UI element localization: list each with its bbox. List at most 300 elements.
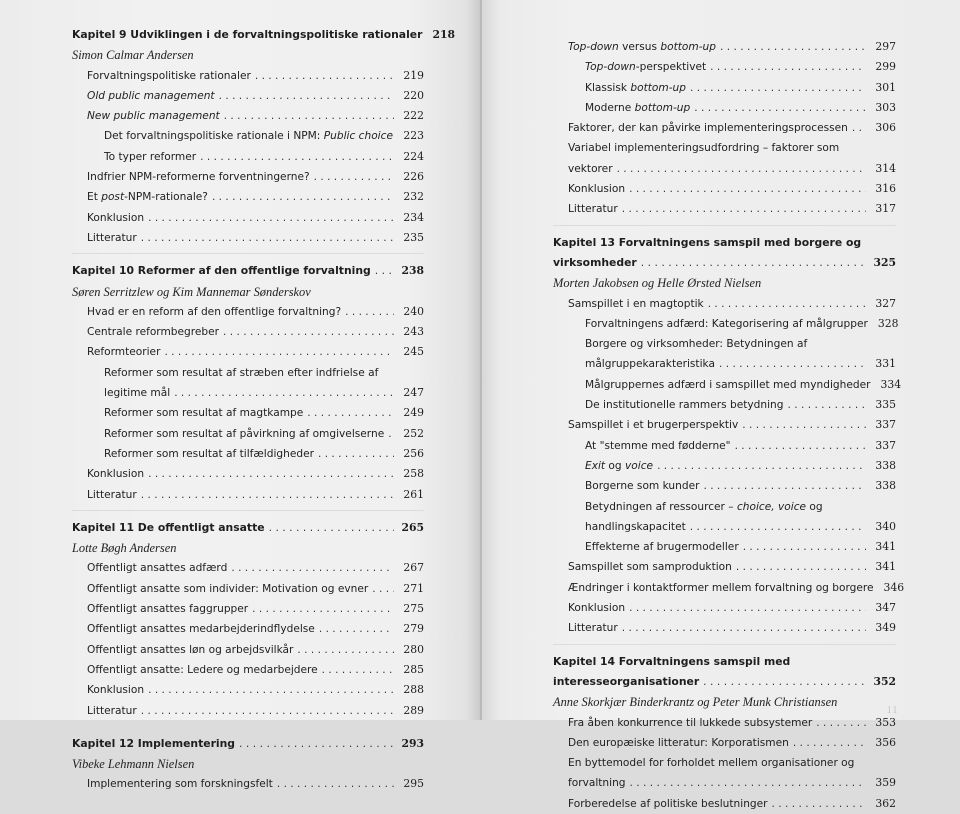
leader-line: [87, 464, 424, 484]
entry-title: [87, 322, 219, 342]
dot-leader: [735, 436, 866, 456]
entry-text-part: Top-down: [585, 61, 636, 74]
toc-entry[interactable]: [72, 342, 424, 362]
page-number: 359: [875, 776, 896, 790]
leader-line: [104, 383, 424, 403]
entry-text-part: Offentligt ansattes løn og arbejdsvilkår: [87, 643, 294, 656]
entry-title: interesseorganisationer: [553, 674, 700, 688]
page-number: 340: [875, 519, 896, 533]
chapter-heading[interactable]: [72, 518, 424, 538]
toc-entry[interactable]: [72, 126, 424, 146]
page-number: 349: [875, 621, 896, 635]
entry-text-part: Betydningen af ressourcer –: [585, 500, 737, 513]
entry-text-part: Samspillet i en magtoptik: [568, 297, 704, 310]
toc-entry[interactable]: [72, 774, 424, 794]
page-number: 303: [875, 100, 896, 114]
toc-entry[interactable]: [553, 415, 896, 435]
entry-title: [104, 444, 314, 464]
dot-leader: [690, 517, 866, 537]
dot-leader: [314, 167, 394, 187]
chapter-title-line: Kapitel 13 Forvaltningens samspil med borgere og: [553, 235, 862, 249]
entry-text-part: bottom-up: [634, 101, 691, 114]
dot-leader: [703, 672, 866, 692]
page-number: 337: [875, 418, 896, 432]
entry-title: [104, 383, 170, 403]
toc-entry-line: Reformer som resultat af stræben efter indfrielse af: [104, 366, 379, 379]
page-number: 261: [403, 487, 424, 501]
dot-leader: [388, 424, 394, 444]
entry-text-part: Implementering som forskningsfelt: [87, 778, 273, 791]
entry-text-part: Borgerne som kunder: [585, 480, 700, 493]
toc-entry[interactable]: [72, 444, 424, 464]
page-number: 243: [403, 325, 424, 339]
entry-title: [585, 476, 699, 496]
entry-title: [568, 598, 625, 618]
toc-entry[interactable]: [72, 640, 424, 660]
chapter-heading[interactable]: [72, 261, 424, 281]
toc-entry[interactable]: [553, 375, 902, 395]
page-number: 337: [875, 438, 896, 452]
dot-leader: [622, 618, 866, 638]
toc-entry[interactable]: [72, 302, 424, 322]
toc-entry[interactable]: [72, 485, 424, 505]
dot-leader: [141, 228, 394, 248]
page-number: 301: [875, 80, 896, 94]
page-number: 222: [403, 109, 424, 123]
leader-line: [568, 37, 896, 57]
chapter-heading[interactable]: [72, 734, 424, 754]
entry-text-part: bottom-up: [630, 81, 686, 94]
leader-line: [568, 733, 896, 753]
dot-leader: [322, 660, 394, 680]
toc-entry[interactable]: [553, 57, 896, 77]
page-number: 356: [875, 735, 896, 749]
page-number: 219: [403, 68, 424, 82]
dot-leader: [318, 444, 394, 464]
chapter-divider: [72, 726, 424, 727]
toc-entry[interactable]: [553, 395, 896, 415]
page-number: 258: [403, 467, 424, 481]
dot-leader: [708, 294, 866, 314]
toc-entry[interactable]: [553, 98, 896, 118]
entry-text-part: forvaltning: [568, 777, 626, 790]
toc-entry[interactable]: [553, 118, 896, 138]
chapter-heading[interactable]: [72, 25, 455, 45]
leader-line: [72, 518, 424, 538]
page-number: 235: [403, 230, 424, 244]
leader-line: [553, 253, 896, 273]
leader-line: [104, 424, 424, 444]
leader-line: [87, 701, 424, 721]
page-number: 353: [875, 715, 896, 729]
entry-text-part: Hvad er en reform af den offentlige forvaltning?: [87, 305, 342, 318]
toc-entry[interactable]: [72, 167, 424, 187]
entry-title: [568, 294, 704, 314]
leader-line: [72, 25, 455, 45]
leader-line: [553, 672, 896, 692]
leader-line: [568, 773, 896, 793]
page-number: 352: [873, 674, 896, 688]
leader-line: [104, 444, 424, 464]
leader-line: [104, 126, 424, 146]
leader-line: [585, 78, 896, 98]
leader-line: [568, 199, 896, 219]
toc-entry-line: [553, 497, 896, 517]
entry-title: [568, 578, 874, 598]
entry-title: [87, 86, 215, 106]
page-number: 338: [875, 458, 896, 472]
toc-entry[interactable]: [72, 660, 424, 680]
dot-leader: [629, 598, 866, 618]
page-number: 275: [403, 602, 424, 616]
entry-text-part: Effekterne af brugermodeller: [585, 541, 739, 554]
leader-line: [585, 314, 899, 334]
leader-line: [87, 558, 424, 578]
entry-text-part: Centrale reformbegreber: [87, 326, 220, 339]
dot-leader: [223, 322, 394, 342]
leader-line: [104, 147, 424, 167]
toc-entry[interactable]: [72, 680, 424, 700]
dot-leader: [690, 78, 866, 98]
page-number: 232: [403, 190, 424, 204]
toc-entry-line: Variabel implementeringsudfordring – faktorer som: [568, 142, 840, 155]
entry-title: [104, 403, 303, 423]
entry-text-part: Forvaltningspolitiske rationaler: [87, 69, 251, 82]
dot-leader: [224, 106, 394, 126]
dot-leader: [703, 476, 866, 496]
toc-entry[interactable]: [553, 537, 896, 557]
toc-entry[interactable]: [553, 733, 896, 753]
page-number: 306: [875, 121, 896, 135]
chapter-heading[interactable]: [553, 672, 896, 692]
entry-title: [585, 395, 784, 415]
toc-entry[interactable]: [553, 37, 896, 57]
dot-leader: [788, 395, 867, 415]
toc-entry[interactable]: [72, 558, 424, 578]
toc-entry[interactable]: [553, 354, 896, 374]
page-number: 347: [875, 601, 896, 615]
page-number: 238: [401, 264, 424, 278]
toc-entry[interactable]: [553, 578, 905, 598]
leader-line: [87, 485, 424, 505]
dot-leader: [141, 701, 394, 721]
entry-text-part: Målgruppernes adfærd i samspillet med myndigheder: [585, 378, 871, 391]
toc-entry[interactable]: [72, 322, 424, 342]
entry-text-part: Top-down: [568, 41, 619, 53]
dot-leader: [772, 794, 866, 814]
dot-leader: [372, 579, 394, 599]
chapter-title-line: Kapitel 14 Forvaltningens samspil med: [553, 654, 791, 668]
entry-title: [568, 557, 732, 577]
entry-text-part: Samspillet i et brugerperspektiv: [568, 419, 739, 432]
page-number: 271: [403, 581, 424, 595]
dot-leader: [742, 415, 866, 435]
entry-text-part: og: [605, 459, 626, 472]
toc-entry[interactable]: [72, 208, 424, 228]
entry-text-part: Faktorer, der kan påvirke implementeringsprocessen: [568, 122, 848, 135]
chapter-divider: [72, 253, 424, 254]
entry-title: [87, 640, 293, 660]
toc-entry[interactable]: [553, 557, 896, 577]
toc-entry[interactable]: [72, 147, 424, 167]
leader-line: [585, 476, 896, 496]
entry-text-part: Reformer som resultat af påvirkning af omgivelserne: [104, 427, 385, 440]
entry-text-part: Konklusion: [568, 183, 626, 196]
toc-entry[interactable]: [72, 403, 424, 423]
page-number: 325: [873, 255, 896, 269]
entry-text-part: New public management: [87, 110, 220, 123]
page-folio: 11: [886, 706, 898, 716]
dot-leader: [277, 774, 394, 794]
book-spine: [480, 0, 482, 720]
leader-line: [568, 557, 896, 577]
entry-text-part: Konklusion: [87, 211, 145, 224]
dot-leader: [375, 261, 394, 281]
page-number: 362: [875, 796, 896, 810]
entry-title: Kapitel 12 Implementering: [72, 736, 236, 750]
toc-entry[interactable]: [553, 179, 896, 199]
entry-text-part: Exit: [585, 459, 606, 472]
entry-text-part: Litteratur: [87, 488, 137, 501]
dot-leader: [148, 464, 394, 484]
entry-title: [568, 733, 789, 753]
toc-entry[interactable]: [72, 187, 424, 207]
entry-title: [104, 147, 196, 167]
entry-title: [87, 680, 144, 700]
entry-title: [87, 464, 144, 484]
entry-text-part: Litteratur: [87, 231, 137, 244]
leader-line: [568, 713, 896, 733]
entry-title: [568, 179, 625, 199]
page-number: 293: [401, 736, 424, 750]
dot-leader: [641, 253, 866, 273]
toc-entry-line: Borgere og virksomheder: Betydningen af: [585, 338, 808, 351]
entry-text-part: Litteratur: [568, 203, 618, 216]
leader-line: [87, 660, 424, 680]
chapter-divider: [553, 644, 896, 645]
dot-leader: [164, 342, 394, 362]
entry-title: [568, 199, 618, 219]
page-number: 249: [403, 406, 424, 420]
entry-title: [104, 126, 393, 146]
leader-line: [585, 517, 896, 537]
entry-text-part: Old public management: [87, 89, 215, 102]
left-toc-column: [72, 25, 455, 795]
dot-leader: [231, 558, 394, 578]
toc-entry[interactable]: [553, 456, 896, 476]
chapter-divider: [72, 510, 424, 511]
toc-entry[interactable]: [72, 86, 424, 106]
toc-entry[interactable]: [553, 314, 899, 334]
entry-text-part: vektorer: [568, 162, 613, 175]
entry-text-part: Offentligt ansattes medarbejderindflydelse: [87, 623, 315, 636]
entry-title: [568, 713, 812, 733]
page-number: 252: [403, 426, 424, 440]
toc-entry[interactable]: [553, 78, 896, 98]
entry-title: [87, 485, 137, 505]
dot-leader: [852, 118, 866, 138]
entry-text-part: Moderne: [585, 101, 635, 114]
entry-title: [568, 415, 738, 435]
page-number: 256: [403, 446, 424, 460]
leader-line: [72, 734, 424, 754]
entry-title: [104, 424, 384, 444]
entry-title: [87, 228, 137, 248]
toc-entry[interactable]: [72, 424, 424, 444]
entry-text-part: Et: [87, 191, 102, 204]
leader-line: [87, 680, 424, 700]
entry-text-part: bottom-up: [660, 41, 716, 53]
entry-title: [87, 302, 341, 322]
leader-line: [87, 86, 424, 106]
page-number: 346: [883, 580, 905, 594]
leader-line: [585, 57, 896, 77]
dot-leader: [174, 383, 394, 403]
entry-title: [568, 118, 848, 138]
entry-title: [87, 342, 160, 362]
entry-title: [87, 66, 251, 86]
dot-leader: [219, 86, 394, 106]
entry-text-part: versus: [618, 41, 661, 53]
entry-text-part: Offentligt ansattes faggrupper: [87, 603, 249, 616]
page-number: 328: [877, 316, 899, 330]
entry-title: [585, 436, 731, 456]
entry-text-part: At "stemme med fødderne": [585, 439, 731, 452]
dot-leader: [297, 640, 394, 660]
toc-entry[interactable]: [72, 383, 424, 403]
chapter-author: Morten Jakobsen og Helle Ørsted Nielsen: [553, 276, 762, 291]
entry-title: [87, 774, 273, 794]
entry-text-part: Reformteorier: [87, 346, 161, 359]
page-number: 245: [403, 345, 424, 359]
entry-title: [568, 37, 716, 57]
toc-entry[interactable]: [553, 436, 896, 456]
leader-line: [585, 375, 902, 395]
toc-entry[interactable]: [553, 598, 896, 618]
dot-leader: [694, 98, 866, 118]
chapter-author: Anne Skorkjær Binderkrantz og Peter Munk Christiansen: [553, 695, 838, 710]
dot-leader: [719, 354, 866, 374]
entry-text-part: legitime mål: [104, 387, 171, 400]
leader-line: [87, 342, 424, 362]
chapter-author: Simon Calmar Andersen: [72, 48, 194, 63]
leader-line: [87, 208, 424, 228]
page-number: 265: [401, 520, 424, 534]
entry-title: Kapitel 11 De offentligt ansatte: [72, 520, 265, 534]
page-number: 317: [875, 202, 896, 216]
page-number: 223: [403, 129, 424, 143]
dot-leader: [630, 773, 866, 793]
toc-entry[interactable]: [72, 599, 424, 619]
leader-line: [87, 579, 424, 599]
toc-entry[interactable]: [72, 464, 424, 484]
toc-entry[interactable]: [72, 701, 424, 721]
page-number: 314: [875, 161, 896, 175]
leader-line: [568, 598, 896, 618]
toc-entry[interactable]: [553, 773, 896, 793]
entry-title: [87, 660, 318, 680]
toc-entry[interactable]: [553, 794, 896, 814]
toc-entry-line: En byttemodel for forholdet mellem organisationer og: [568, 757, 855, 770]
page-number: 234: [403, 210, 424, 224]
entry-text-part: voice: [625, 459, 654, 472]
entry-title: [585, 314, 868, 334]
dot-leader: [200, 147, 394, 167]
entry-title: [585, 57, 706, 77]
entry-title: [568, 159, 613, 179]
page-number: 316: [875, 182, 896, 196]
dot-leader: [307, 403, 394, 423]
toc-entry[interactable]: [553, 199, 896, 219]
leader-line: [87, 774, 424, 794]
leader-line: [568, 415, 896, 435]
page-number: 247: [403, 386, 424, 400]
leader-line: [585, 395, 896, 415]
entry-text-part: De institutionelle rammers betydning: [585, 399, 784, 412]
leader-line: [585, 456, 896, 476]
entry-text-part: -NPM-rationale?: [124, 191, 208, 204]
entry-text-part: Konklusion: [87, 684, 145, 697]
toc-entry[interactable]: [72, 66, 424, 86]
entry-title: [87, 187, 208, 207]
leader-line: [87, 619, 424, 639]
page-number: 218: [432, 28, 455, 41]
toc-entry[interactable]: [553, 294, 896, 314]
dot-leader: [255, 66, 394, 86]
dot-leader: [148, 680, 394, 700]
entry-title: [568, 773, 626, 793]
toc-entry[interactable]: [553, 618, 896, 638]
right-page: [481, 0, 960, 810]
chapter-author: Søren Serritzlew og Kim Mannemar Sønderskov: [72, 284, 311, 299]
entry-title: [87, 701, 137, 721]
page-number: 297: [875, 40, 896, 53]
leader-line: [87, 302, 424, 322]
entry-text-part: Public choice: [323, 130, 393, 143]
entry-title: [585, 537, 739, 557]
entry-title: [585, 78, 686, 98]
chapter-heading[interactable]: [553, 253, 896, 273]
page-number: 288: [403, 683, 424, 697]
dot-leader: [629, 179, 866, 199]
entry-title: virksomheder: [553, 255, 637, 269]
page-number: 295: [403, 777, 424, 791]
toc-entry[interactable]: [72, 619, 424, 639]
toc-entry[interactable]: [553, 476, 896, 496]
entry-title: [585, 98, 690, 118]
entry-title: [87, 599, 248, 619]
leader-line: [87, 106, 424, 126]
dot-leader: [743, 537, 866, 557]
toc-entry[interactable]: [72, 106, 424, 126]
leader-line: [87, 167, 424, 187]
leader-line: [87, 599, 424, 619]
leader-line: [568, 294, 896, 314]
page-number: 285: [403, 662, 424, 676]
entry-text-part: Indfrier NPM-reformerne forventningerne?: [87, 171, 310, 184]
entry-text-part: Ændringer i kontaktformer mellem forvaltning og borgere: [568, 581, 874, 594]
toc-entry[interactable]: [72, 228, 424, 248]
toc-entry[interactable]: [553, 517, 896, 537]
entry-title: [87, 558, 227, 578]
leader-line: [568, 118, 896, 138]
entry-title: [585, 354, 715, 374]
leader-line: [568, 794, 896, 814]
leader-line: [87, 228, 424, 248]
toc-entry[interactable]: [553, 159, 896, 179]
toc-entry[interactable]: [553, 713, 896, 733]
toc-entry[interactable]: [72, 579, 424, 599]
